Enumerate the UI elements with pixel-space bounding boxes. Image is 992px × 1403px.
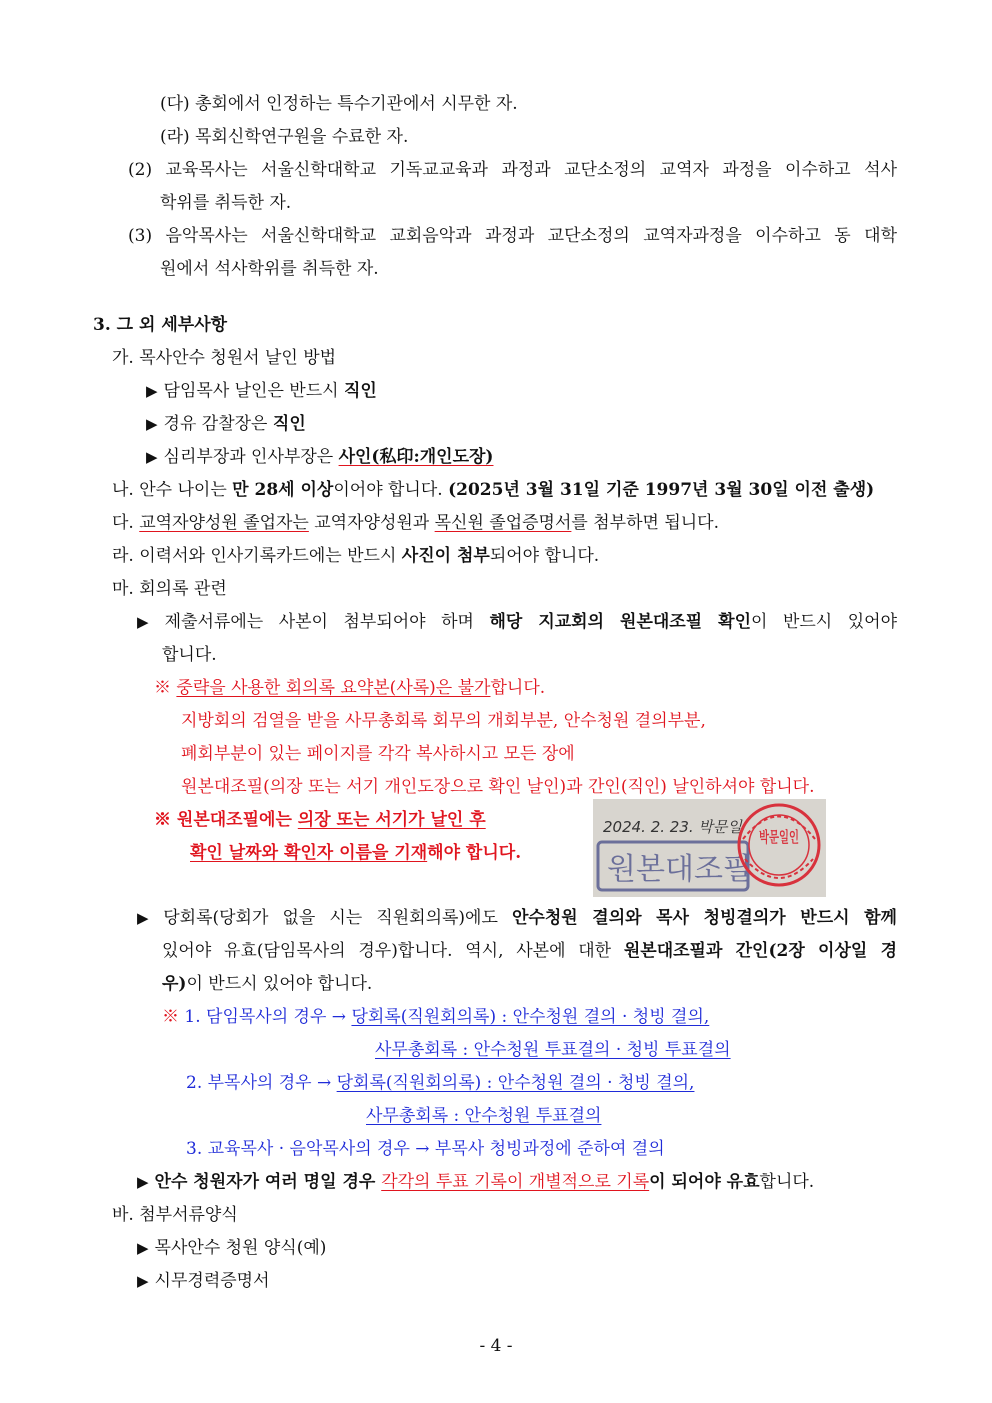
ma-bullet-1-continuation: 합니다. — [162, 645, 217, 665]
dang-bullet-line-3: 우)이 반드시 있어야 합니다. — [162, 974, 373, 994]
note-1-line-2: 지방회의 검열을 받을 사무총회록 회무의 개회부분, 안수청원 결의부분, — [181, 711, 706, 731]
triangle-bullet-icon: ▶ — [146, 382, 158, 400]
ga-bullet-3: ▶ 심리부장과 인사부장은 사인(私印:개인도장) — [146, 447, 494, 467]
subsection-ga: 가. 목사안수 청원서 날인 방법 — [112, 348, 337, 368]
triangle-bullet-icon: ▶ — [146, 448, 158, 466]
dang-bullet: ▶ 당회록(당회가 없을 시는 직원회의록)에도 안수청원 결의와 목사 청빙결의가 반드시 함께 — [137, 908, 897, 928]
item-3-music-pastor: (3) 음악목사는 서울신학대학교 교회음악과 과정과 교단소정의 교역자과정을 이수하고 동 대학 — [128, 226, 897, 246]
stamp-illustration — [593, 799, 826, 897]
subsection-ba: 바. 첨부서류양식 — [112, 1205, 238, 1225]
case-2: 2. 부목사의 경우 → 당회록(직원회의록) : 안수청원 결의 · 청빙 결의, — [186, 1073, 695, 1093]
note-1-line-4: 원본대조필(의장 또는 서기 개인도장으로 확인 날인)과 간인(직인) 날인하셔야 합니다. — [181, 777, 815, 797]
case-1: ※ 1. 담임목사의 경우 → 당회록(직원회의록) : 안수청원 결의 · 청빙 결의, — [162, 1007, 710, 1027]
multi-applicant-bullet: ▶ 안수 청원자가 여러 명일 경우 각각의 투표 기록이 개별적으로 기록이 되어야 유효합니다. — [137, 1172, 815, 1192]
ga-bullet-1: ▶ 담임목사 날인은 반드시 직인 — [146, 381, 377, 401]
triangle-bullet-icon: ▶ — [137, 909, 158, 927]
ba-bullet-2: ▶ 시무경력증명서 — [137, 1271, 270, 1291]
subsection-da: 다. 교역자양성원 졸업자는 교역자양성원과 목신원 졸업증명서를 첨부하면 됩니다. — [112, 513, 719, 533]
section-3-heading: 3. 그 외 세부사항 — [93, 315, 228, 335]
stamp-handwriting: 2024. 2. 23. 박문일 — [603, 818, 742, 836]
ga-bullet-2: ▶ 경유 감찰장은 직인 — [146, 414, 306, 434]
dang-bullet-line-2: 있어야 유효(담임목사의 경우)합니다. 역시, 사본에 대한 원본대조필과 간인(2장 이상일 경 — [162, 941, 897, 961]
ma-bullet-1: ▶ 제출서류에는 사본이 첨부되어야 하며 해당 지교회의 원본대조필 확인이 반드시 있어야 — [137, 612, 897, 632]
case-1-line-2: 사무총회록 : 안수청원 투표결의 · 청빙 투표결의 — [375, 1040, 731, 1060]
subsection-ra: 라. 이력서와 인사기록카드에는 반드시 사진이 첨부되어야 합니다. — [112, 546, 600, 566]
triangle-bullet-icon: ▶ — [137, 1239, 149, 1257]
note-2: ※ 원본대조필에는 의장 또는 서기가 날인 후 — [154, 810, 486, 830]
seal-text: 박문일인 — [759, 828, 799, 846]
note-1-line-3: 폐회부분이 있는 페이지를 각각 복사하시고 모든 장에 — [181, 744, 575, 764]
item-da: (다) 총회에서 인정하는 특수기관에서 시무한 자. — [160, 94, 518, 114]
triangle-bullet-icon: ▶ — [137, 1173, 149, 1191]
subsection-na: 나. 안수 나이는 만 28세 이상이어야 합니다. (2025년 3월 31일 기준 1997년 3월 30일 이전 출생) — [112, 480, 875, 500]
item-2-continuation: 학위를 취득한 자. — [160, 193, 292, 213]
stamp-box-text: 원본대조필 — [607, 852, 752, 887]
stamp-sample-image — [593, 799, 826, 897]
subsection-ma: 마. 회의록 관련 — [112, 579, 227, 599]
ba-bullet-1: ▶ 목사안수 청원 양식(예) — [137, 1238, 327, 1258]
triangle-bullet-icon: ▶ — [137, 1272, 149, 1290]
triangle-bullet-icon: ▶ — [146, 415, 158, 433]
item-2-education-pastor: (2) 교육목사는 서울신학대학교 기독교교육과 과정과 교단소정의 교역자 과정을 이수하고 석사 — [128, 160, 897, 180]
note-2-line-2: 확인 날짜와 확인자 이름을 기재해야 합니다. — [190, 843, 522, 863]
item-3-continuation: 원에서 석사학위를 취득한 자. — [160, 259, 379, 279]
note-1: ※ 중략을 사용한 회의록 요약본(사록)은 불가합니다. — [154, 678, 546, 698]
case-2-line-2: 사무총회록 : 안수청원 투표결의 — [366, 1106, 602, 1126]
triangle-bullet-icon: ▶ — [137, 613, 159, 631]
case-3: 3. 교육목사 · 음악목사의 경우 → 부목사 청빙과정에 준하여 결의 — [186, 1139, 665, 1159]
page-number: - 4 - — [479, 1336, 513, 1356]
item-ra: (라) 목회신학연구원을 수료한 자. — [160, 127, 409, 147]
